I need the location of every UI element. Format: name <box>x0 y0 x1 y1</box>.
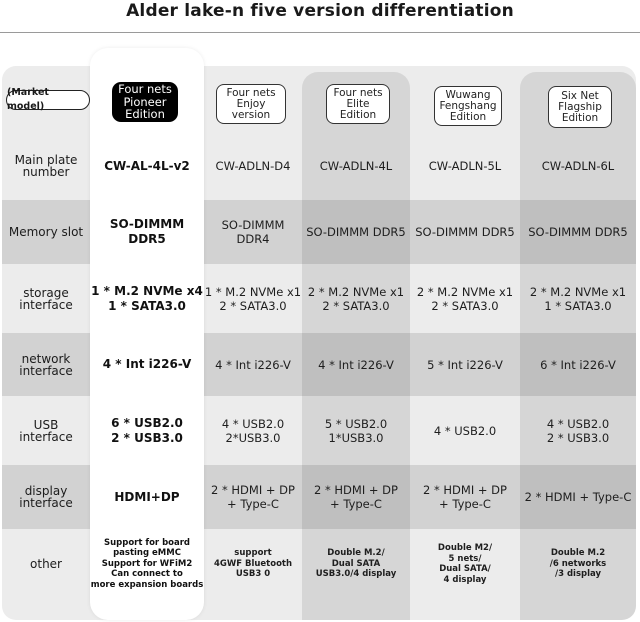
pioneer-display: HDMI+DP <box>114 489 180 504</box>
wuwang-usb: 4 * USB2.0 <box>433 423 497 438</box>
elite-memory: SO-DIMMM DDR5 <box>306 225 406 239</box>
pioneer-main-plate: CW-AL-4L-v2 <box>104 158 190 173</box>
sixnet-usb: 4 * USB2.0 2 * USB3.0 <box>546 416 610 445</box>
enjoy-network: 4 * Int i226-V <box>215 357 291 372</box>
wuwang-other: Double M2/ 5 nets/ Dual SATA/ 4 display <box>437 543 493 585</box>
pioneer-network: 4 * Int i226-V <box>102 357 192 371</box>
pioneer-usb: 6 * USB2.0 2 * USB3.0 <box>111 415 183 445</box>
sixnet-other: Double M.2 /6 networks /3 display <box>549 548 607 580</box>
row-label-main-plate: Main plate number <box>14 153 78 179</box>
title-divider <box>0 32 640 33</box>
pioneer-memory: SO-DIMMM DDR5 <box>109 217 185 246</box>
wuwang-edition-header: Wuwang Fengshang Edition <box>434 86 502 126</box>
elite-storage: 2 * M.2 NVMe x1 2 * SATA3.0 <box>307 284 405 313</box>
pioneer-storage: 1 * M.2 NVMe x4 1 * SATA3.0 <box>91 283 203 313</box>
enjoy-display: 2 * HDMI + DP + Type-C <box>211 483 295 511</box>
sixnet-display: 2 * HDMI + Type-C <box>524 490 632 504</box>
wuwang-display: 2 * HDMI + DP + Type-C <box>423 483 507 511</box>
elite-network: 4 * Int i226-V <box>318 357 394 372</box>
enjoy-main-plate: CW-ADLN-D4 <box>215 159 291 173</box>
row-label-display: display interface <box>19 484 73 510</box>
pioneer-other: Support for board pasting eMMC Support for WFiM2 Can connect to more expansion boards <box>90 537 204 590</box>
row-label-other: other <box>30 557 62 571</box>
market-model-label: (Market model) <box>6 90 90 110</box>
elite-usb: 5 * USB2.0 1*USB3.0 <box>324 416 388 445</box>
elite-display: 2 * HDMI + DP + Type-C <box>314 483 398 511</box>
row-label-usb: USB interface <box>19 417 73 444</box>
row-label-memory: Memory slot <box>8 225 84 239</box>
wuwang-storage: 2 * M.2 NVMe x1 2 * SATA3.0 <box>416 284 514 313</box>
enjoy-storage: 1 * M.2 NVMe x1 2 * SATA3.0 <box>204 284 302 313</box>
row-label-storage: storage interface <box>19 285 73 312</box>
sixnet-storage: 2 * M.2 NVMe x1 1 * SATA3.0 <box>529 284 627 313</box>
enjoy-other: support 4GWF Bluetooth USB3 0 <box>213 548 293 580</box>
wuwang-network: 5 * Int i226-V <box>427 357 503 372</box>
page-title: Alder lake-n five version differentiation <box>126 1 514 21</box>
row-label-network: network interface <box>19 351 73 378</box>
elite-edition-header: Four nets Elite Edition <box>326 84 390 124</box>
elite-other: Double M.2/ Dual SATA USB3.0/4 display <box>315 548 397 580</box>
sixnet-main-plate: CW-ADLN-6L <box>541 159 615 173</box>
sixnet-edition-header: Six Net Flagship Edition <box>548 86 612 128</box>
sixnet-network: 6 * Int i226-V <box>540 357 616 372</box>
sixnet-memory: SO-DIMMM DDR5 <box>528 225 628 239</box>
enjoy-usb: 4 * USB2.0 2*USB3.0 <box>221 416 285 445</box>
pioneer-edition-header: Four nets Pioneer Edition <box>112 82 178 122</box>
elite-main-plate: CW-ADLN-4L <box>319 159 393 173</box>
wuwang-main-plate: CW-ADLN-5L <box>428 159 502 173</box>
enjoy-memory: SO-DIMMM DDR4 <box>221 218 285 246</box>
enjoy-version-header: Four nets Enjoy version <box>216 84 286 124</box>
wuwang-memory: SO-DIMMM DDR5 <box>415 225 515 239</box>
